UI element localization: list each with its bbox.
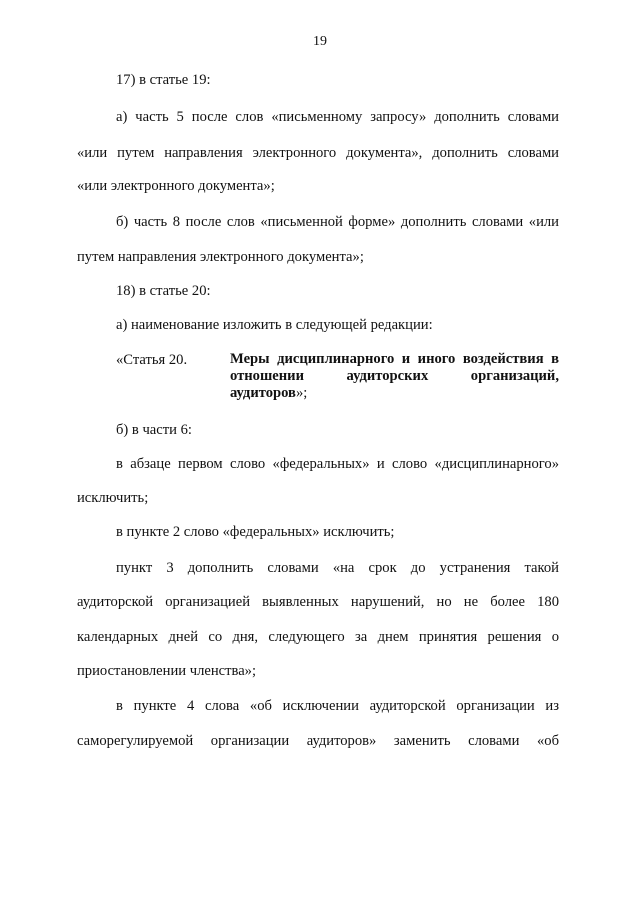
page-number: 19: [313, 34, 327, 49]
paragraph-18a: а) наименование изложить в следующей редакции:: [116, 317, 433, 333]
paragraph-17a-line-3: «или электронного документа»;: [77, 178, 275, 194]
article-title-line-2: отношении аудиторских организаций,: [230, 368, 559, 384]
item-17-heading: 17) в статье 19:: [116, 72, 211, 88]
article-title-line-3: [230, 385, 559, 402]
article-title-line-1: Меры дисциплинарного и иного воздействия в: [230, 351, 559, 367]
paragraph-18b: б) в части 6:: [116, 422, 192, 438]
article-title: [230, 351, 559, 402]
paragraph-punkt-3-line-1: пункт 3 дополнить словами «на срок до устранения такой: [116, 560, 559, 576]
article-title-line-3-bold: аудиторов: [230, 385, 296, 401]
paragraph-17b-line-2: путем направления электронного документа»;: [77, 249, 364, 265]
article-title-line-3-tail: »;: [295, 385, 308, 401]
paragraph-punkt-2: в пункте 2 слово «федеральных» исключить;: [116, 524, 395, 540]
paragraph-17b-line-1: б) часть 8 после слов «письменной форме» дополнить словами «или: [116, 214, 559, 230]
paragraph-abzac-line-1: в абзаце первом слово «федеральных» и слово «дисциплинарного»: [116, 456, 559, 472]
paragraph-punkt-4-line-1: в пункте 4 слова «об исключении аудиторской организации из: [116, 698, 559, 714]
item-18-heading: 18) в статье 20:: [116, 283, 211, 299]
paragraph-punkt-3-line-3: календарных дней со дня, следующего за днем принятия решения о: [77, 629, 559, 645]
paragraph-17a-line-1: а) часть 5 после слов «письменному запросу» дополнить словами: [116, 109, 559, 125]
paragraph-punkt-4-line-2: саморегулируемой организации аудиторов» заменить словами «об: [77, 733, 559, 749]
paragraph-punkt-3-line-2: аудиторской организацией выявленных нарушений, но не более 180: [77, 594, 559, 610]
paragraph-abzac-line-2: исключить;: [77, 490, 149, 506]
paragraph-punkt-3-line-4: приостановлении членства»;: [77, 663, 257, 679]
paragraph-17a-line-2: «или путем направления электронного документа», дополнить словами: [77, 145, 559, 161]
article-label: «Статья 20.: [116, 352, 188, 368]
